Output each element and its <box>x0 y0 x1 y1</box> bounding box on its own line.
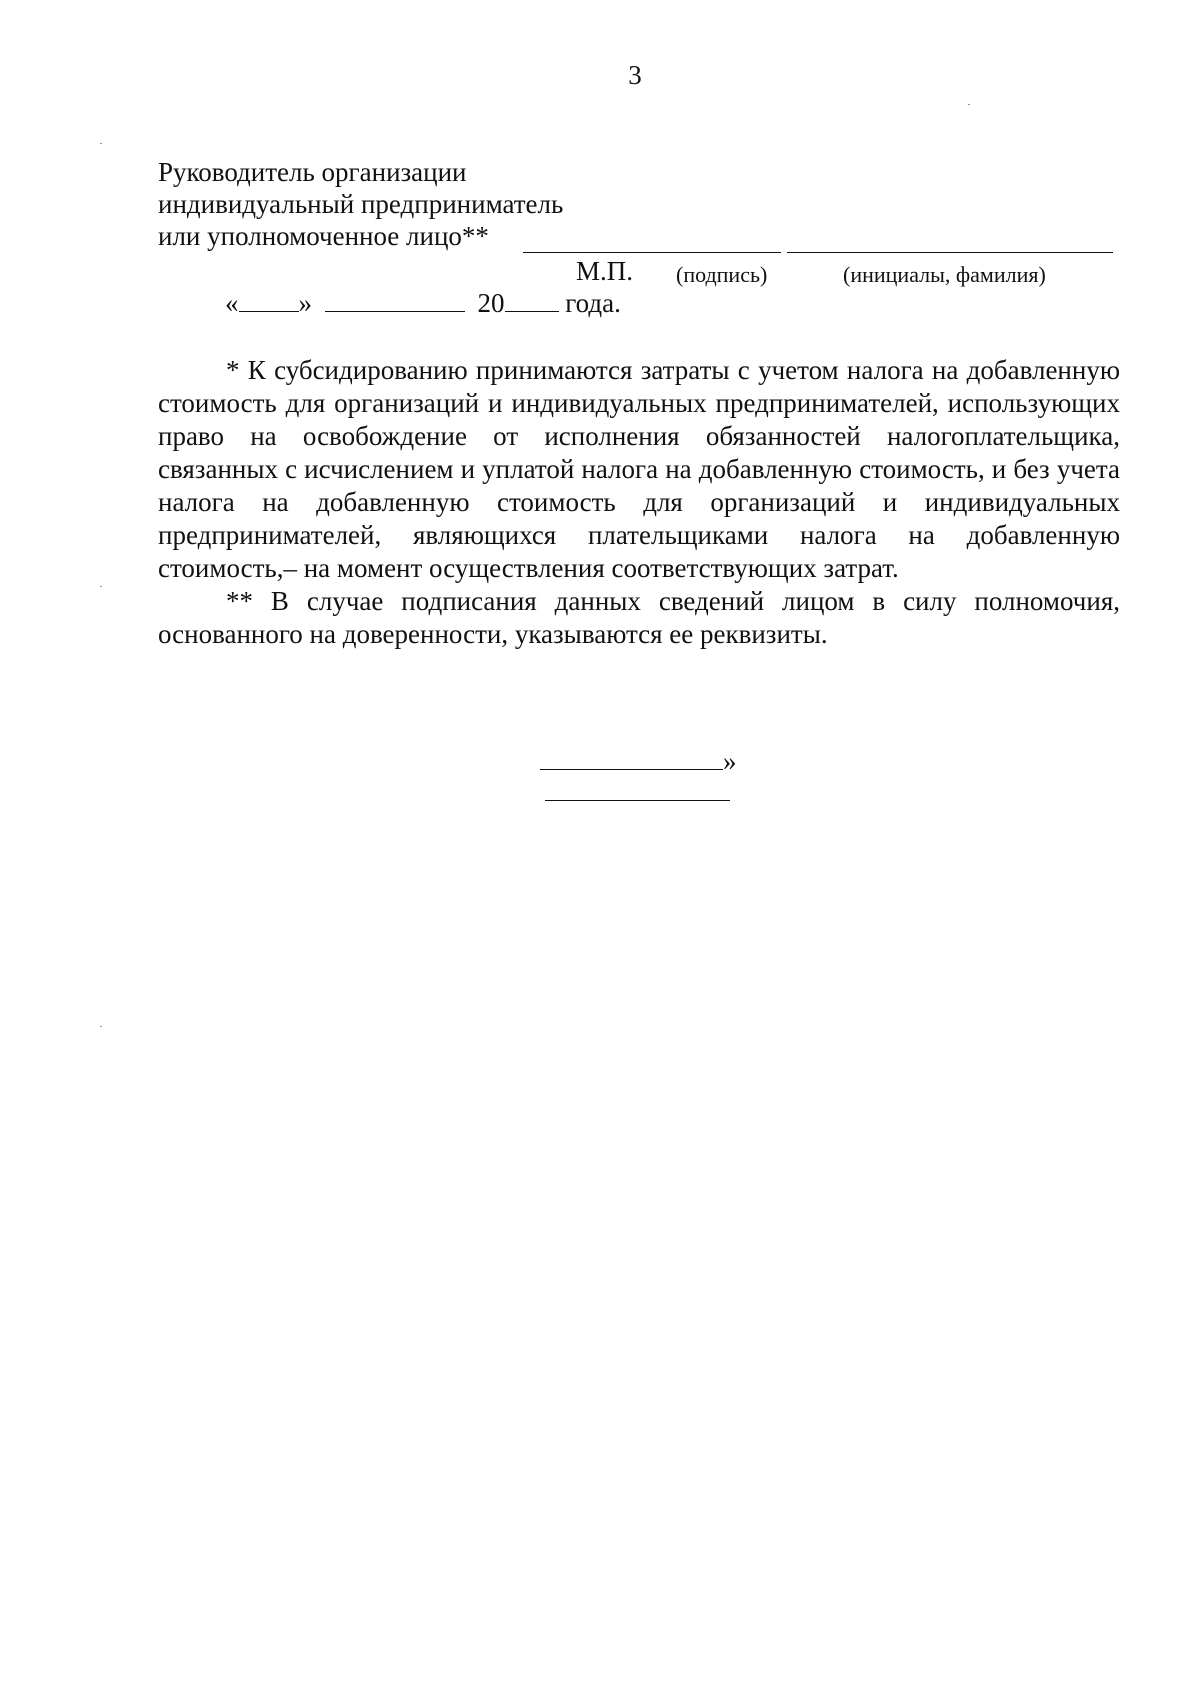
date-day-blank[interactable] <box>239 289 299 312</box>
name-caption: (инициалы, фамилия) <box>843 262 1046 287</box>
page-number: 3 <box>628 60 642 90</box>
closing-mark <box>540 746 737 777</box>
scan-artifact <box>100 586 102 587</box>
signature-line[interactable] <box>523 252 781 253</box>
signature-caption: (подпись) <box>676 262 768 287</box>
signatory-title-line-2: индивидуальный предприниматель <box>158 189 564 219</box>
date-open-quote: « <box>225 288 239 318</box>
date-row <box>225 288 621 319</box>
date-century: 20 <box>477 288 505 318</box>
scan-artifact <box>100 143 102 144</box>
signatory-title-line-3: или уполномоченное лицо** <box>158 221 489 251</box>
closing-underline <box>545 800 730 801</box>
footnote-2: ** В случае подписания данных сведений лицом в силу полномочия, основанного на доверенности, указываются ее реквизиты. <box>158 586 1120 649</box>
signature-block <box>158 156 563 252</box>
closing-line <box>540 747 723 770</box>
signatory-title-line-1: Руководитель организации <box>158 157 467 187</box>
name-line[interactable] <box>787 252 1113 253</box>
date-year-blank[interactable] <box>505 289 559 312</box>
date-suffix: года. <box>565 288 621 318</box>
scan-artifact <box>100 1026 102 1027</box>
closing-quote: » <box>723 746 737 776</box>
footnote-1: * К субсидированию принимаются затраты с учетом налога на добавленную стоимость для организаций и индивидуальных предпринимателей, использующих право на освобождение от исполнения обязанностей налогоплательщика, связанных с исчислением и уплатой налога на добавленную стоимость, и без учета налога на добавленную стоимость для организаций и индивидуальных предпринимателей, являющихся плательщиками налога на добавленную стоимость,– на момент осуществления соответствующих затрат. <box>158 355 1120 583</box>
scan-artifact <box>968 104 970 105</box>
date-close-quote: » <box>298 288 312 318</box>
date-month-blank[interactable] <box>325 289 465 312</box>
footnotes <box>158 354 1120 651</box>
stamp-place-label: М.П. <box>576 256 634 286</box>
